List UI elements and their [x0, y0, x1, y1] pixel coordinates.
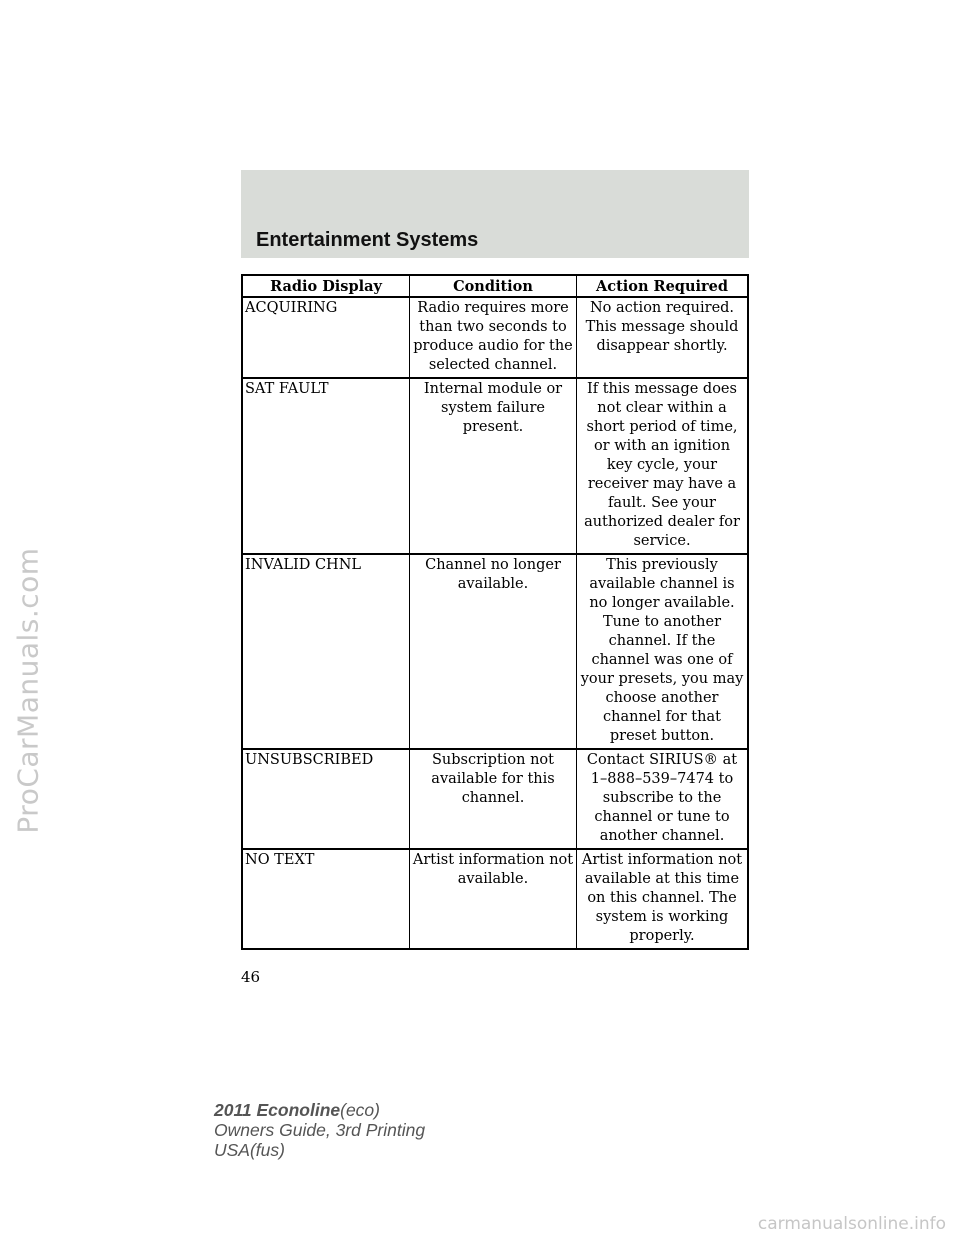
- cell-condition: Artist information not available.: [410, 849, 577, 949]
- cell-display: NO TEXT: [242, 849, 410, 949]
- footer-model-code: (eco): [340, 1100, 380, 1120]
- cell-action: If this message does not clear within a short period of time, or with an ignition key cycle, your receiver may have a fault. See your authorized dealer for service.: [577, 378, 749, 554]
- watermark-carmanualsonline: carmanualsonline.info: [757, 1214, 946, 1234]
- document-footer: [214, 1100, 425, 1160]
- section-header-band: [241, 170, 749, 258]
- cell-action: Artist information not available at this time on this channel. The system is working properly.: [577, 849, 749, 949]
- cell-display: SAT FAULT: [242, 378, 410, 554]
- table-header-row: [242, 275, 748, 297]
- table-row: [242, 297, 748, 378]
- header-action-required: Action Required: [577, 275, 749, 297]
- watermark-procarmanuals-text: ProCarManuals.com: [11, 546, 45, 834]
- cell-display: UNSUBSCRIBED: [242, 749, 410, 849]
- cell-condition: Internal module or system failure present.: [410, 378, 577, 554]
- watermark-procarmanuals: [4, 330, 52, 1050]
- table-row: [242, 849, 748, 949]
- footer-model-line: [214, 1100, 425, 1120]
- cell-condition: Channel no longer available.: [410, 554, 577, 749]
- footer-region-line: [214, 1140, 425, 1160]
- table-row: [242, 378, 748, 554]
- footer-region: USA: [214, 1140, 250, 1160]
- cell-condition: Radio requires more than two seconds to produce audio for the selected channel.: [410, 297, 577, 378]
- section-title: Entertainment Systems: [256, 229, 479, 251]
- footer-model: 2011 Econoline: [214, 1100, 341, 1120]
- radio-display-table: [241, 274, 749, 950]
- header-radio-display: Radio Display: [242, 275, 410, 297]
- cell-action: Contact SIRIUS® at 1–888–539–7474 to subscribe to the channel or tune to another channel.: [577, 749, 749, 849]
- table-row: [242, 749, 748, 849]
- table-row: [242, 554, 748, 749]
- cell-display: INVALID CHNL: [242, 554, 410, 749]
- footer-region-code: (fus): [249, 1140, 285, 1160]
- page-number: 46: [241, 968, 261, 986]
- cell-condition: Subscription not available for this channel.: [410, 749, 577, 849]
- cell-action: No action required. This message should disappear shortly.: [577, 297, 749, 378]
- header-condition: Condition: [410, 275, 577, 297]
- footer-guide: Owners Guide, 3rd Printing: [214, 1120, 426, 1140]
- cell-display: ACQUIRING: [242, 297, 410, 378]
- cell-action: This previously available channel is no longer available. Tune to another channel. If the channel was one of your presets, you may choose another channel for that preset button.: [577, 554, 749, 749]
